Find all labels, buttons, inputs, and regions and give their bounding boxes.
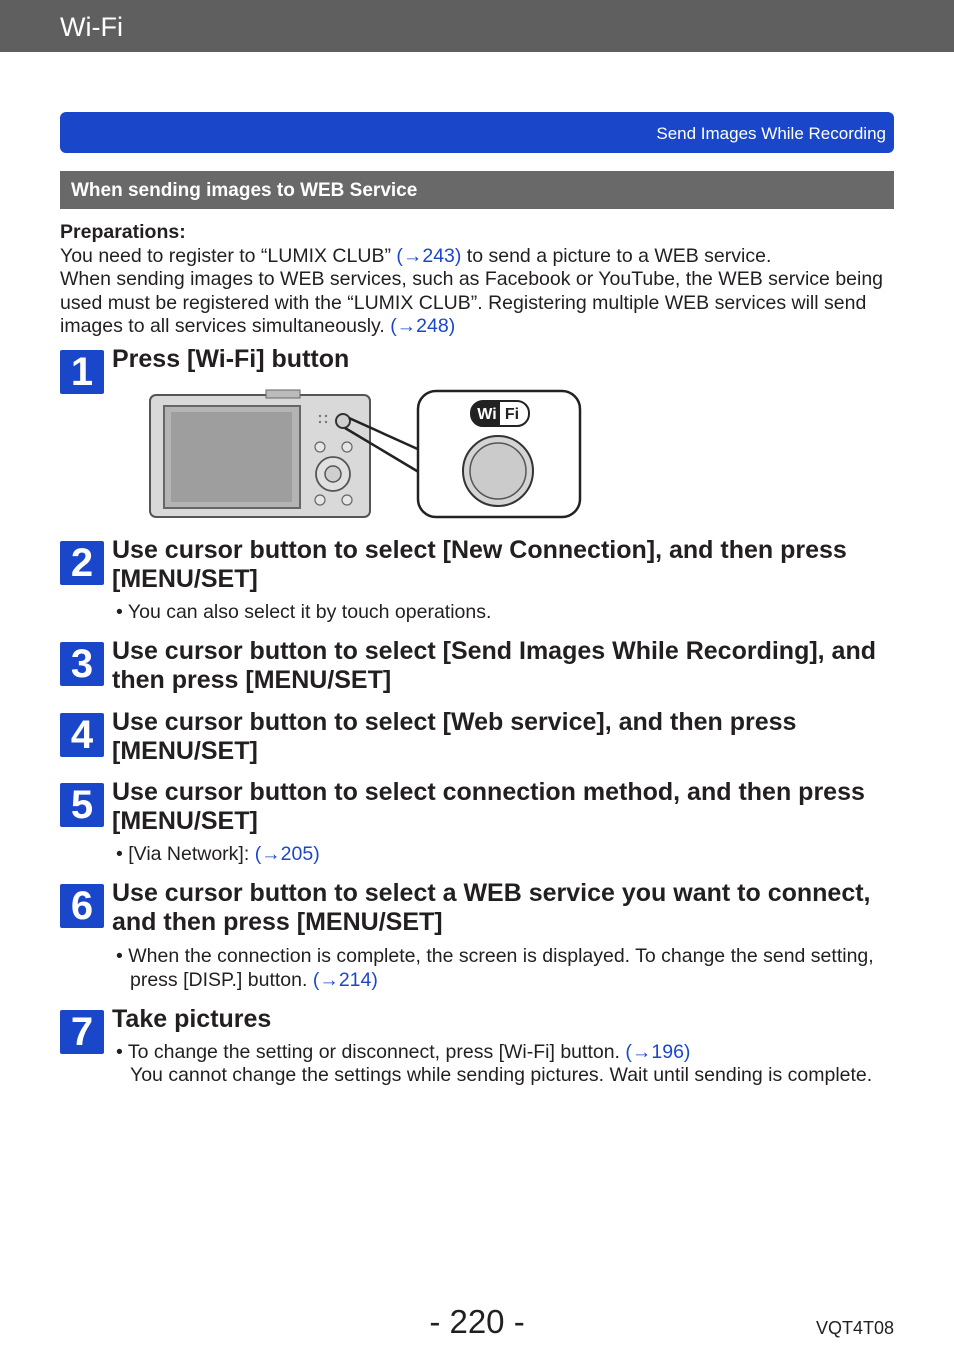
section-title: Send Images While Recording (656, 124, 886, 143)
top-bar (0, 0, 954, 52)
step-5-note: • [Via Network]: (→205) (116, 843, 320, 865)
step-number-6: 6 (60, 884, 104, 928)
page-link-248[interactable]: (→248) (390, 315, 456, 337)
step-number-2: 2 (60, 541, 104, 585)
step-title-4: Use cursor button to select [Web service], and then press [MENU/SET] (112, 708, 797, 765)
step-title-7: Take pictures (112, 1005, 272, 1033)
step-title-1: Press [Wi-Fi] button (112, 345, 350, 373)
step-title-2: Use cursor button to select [New Connection], and then press [MENU/SET] (112, 536, 847, 593)
preparations-line-2: When sending images to WEB services, such as Facebook or YouTube, the WEB service being used must be registered with the “LUMIX CLUB”. Registering multiple WEB services will send images to all services simultaneously. (→248) (60, 268, 884, 337)
subsection-banner (60, 171, 894, 209)
step-title-5: Use cursor button to select connection method, and then press [MENU/SET] (112, 778, 865, 835)
step-number-5: 5 (60, 783, 104, 827)
step-number-4: 4 (60, 713, 104, 757)
camera-wifi-button-illustration (146, 388, 586, 520)
step-7-note-continued: You cannot change the settings while sending pictures. Wait until sending is complete. (130, 1064, 873, 1086)
step-number-7: 7 (60, 1010, 104, 1054)
wifi-label-wi: Wi (477, 406, 497, 423)
step-title-6: Use cursor button to select a WEB service you want to connect, and then press [MENU/SET] (112, 879, 871, 936)
page-link-196[interactable]: (→196) (625, 1041, 691, 1063)
step-number-3: 3 (60, 642, 104, 686)
section-banner (60, 112, 894, 153)
step-title-3: Use cursor button to select [Send Images While Recording], and then press [MENU/SET] (112, 637, 877, 694)
page-link-243[interactable]: (→243) (396, 244, 462, 267)
preparations-heading: Preparations: (60, 221, 186, 243)
document-code: VQT4T08 (815, 1318, 894, 1338)
page-link-205[interactable]: (→205) (254, 843, 320, 865)
step-2-note: • You can also select it by touch operations. (116, 601, 492, 623)
wifi-label-fi: Fi (504, 406, 520, 423)
preparations-block (60, 221, 900, 339)
chapter-title: Wi-Fi (60, 12, 123, 42)
page-link-214[interactable]: (→214) (312, 968, 378, 991)
step-6-note: • When the connection is complete, the screen is displayed. To change the send setting, press [DISP.] button. (→214) (116, 945, 874, 991)
step-7-note: • To change the setting or disconnect, press [Wi-Fi] button. (→196) (116, 1041, 691, 1063)
preparations-line-1: You need to register to “LUMIX CLUB” (→243) to send a picture to a WEB service. (60, 244, 772, 267)
step-number-1: 1 (60, 350, 104, 394)
subsection-title: When sending images to WEB Service (71, 180, 418, 201)
page-number: - 220 - (429, 1303, 525, 1340)
